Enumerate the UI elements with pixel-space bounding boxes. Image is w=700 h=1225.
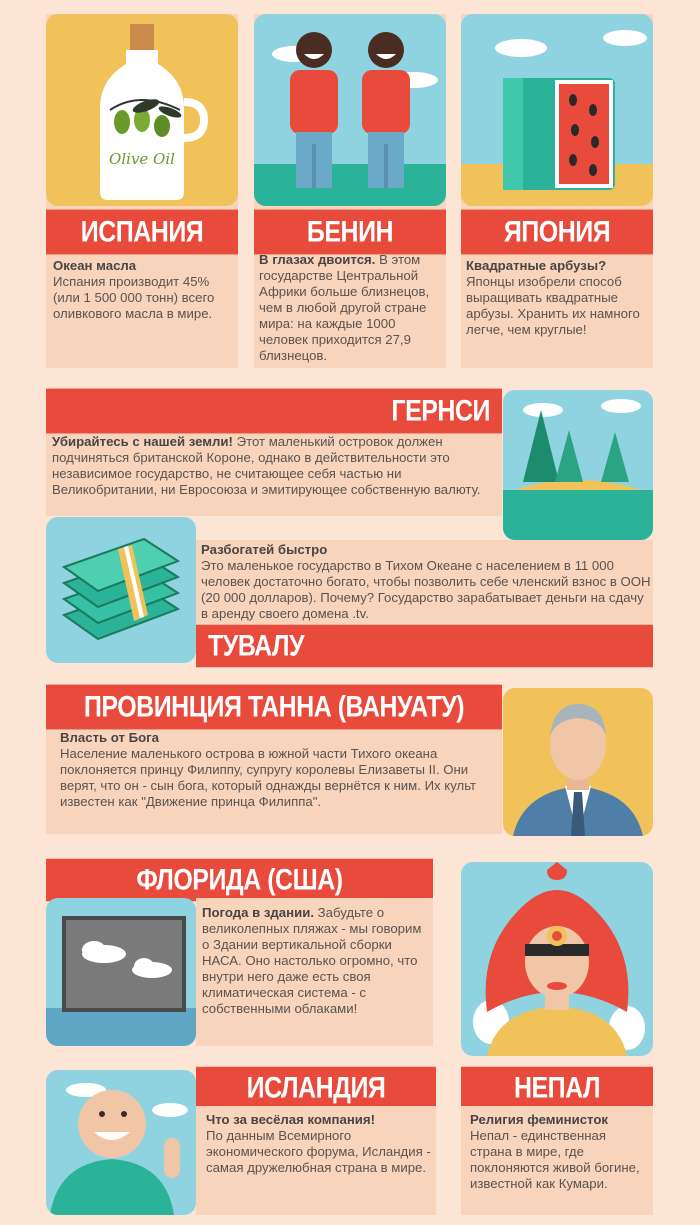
benin-body: В этом государстве Центральной Африки больше близнецов, чем в любой другой стране мира: на каждые 1000 человек приходится 27,9 близнецов. (259, 252, 430, 363)
prince-philip-icon (503, 688, 653, 836)
tanna-title: ПРОВИНЦИЯ ТАННА (ВАНУАТУ) (46, 685, 502, 730)
guernsey-body: Этот маленький островок должен подчиняться британской Короне, однако в действительности это независимое государство, не считающее себя частью ни Великобритании, ни Евросоюза и эмитирующее собственную валюту. (52, 434, 481, 497)
spain-lead: Океан масла (53, 258, 137, 273)
island-trees-icon (503, 390, 653, 540)
spain-body: Испания производит 45% (или 1 500 000 тонн) всего оливкового масла в мире. (53, 274, 215, 321)
tanna-lead: Власть от Бога (60, 730, 160, 745)
japan-title: ЯПОНИЯ (461, 210, 653, 255)
tuvalu-title: ТУВАЛУ (196, 625, 653, 667)
nepal-text (470, 1112, 648, 1192)
tanna-text (60, 730, 500, 810)
money-stack-icon (46, 517, 196, 663)
florida-body: Забудьте о великолепных пляжах - мы говорим о Здании вертикальной сборки НАСА. Оно настолько огромно, что внутри него даже есть своя климатическая система - с собственными облаками! (202, 905, 422, 1016)
kumari-goddess-icon (461, 862, 653, 1056)
olive-oil-bottle-icon (46, 14, 238, 206)
guernsey-text (52, 434, 498, 498)
iceland-title: ИСЛАНДИЯ (196, 1067, 436, 1109)
benin-title: БЕНИН (254, 210, 446, 255)
spain-text (53, 258, 233, 322)
japan-text (466, 258, 650, 338)
guernsey-lead: Убирайтесь с нашей земли! (52, 434, 233, 449)
square-watermelon-icon (461, 14, 653, 206)
smiling-man-icon (46, 1070, 196, 1215)
tanna-body: Население маленького острова в южной части Тихого океана поклоняется принцу Филиппу, супругу королевы Елизаветы II. Они верят, что он - сын бога, который однажды вернётся к ним. Их культ известен как "Движение принца Филиппа". (60, 746, 477, 809)
florida-lead: Погода в здании. (202, 905, 314, 920)
benin-text (259, 252, 443, 364)
florida-text (202, 905, 430, 1017)
iceland-lead: Что за весёлая компания! (206, 1112, 376, 1127)
twins-icon (254, 14, 446, 206)
benin-lead: В глазах двоится. (259, 252, 376, 267)
iceland-body: По данным Всемирного экономического форума, Исландия - самая дружелюбная страна в мире. (206, 1128, 431, 1175)
nepal-lead: Религия феминисток (470, 1112, 608, 1127)
iceland-text (206, 1112, 432, 1176)
florida-title: ФЛОРИДА (США) (46, 859, 433, 901)
nepal-title: НЕПАЛ (461, 1067, 653, 1109)
japan-lead: Квадратные арбузы? (466, 258, 607, 273)
nepal-body: Непал - единственная страна в мире, где поклоняются живой богине, известной как Кумари. (470, 1128, 640, 1191)
tuvalu-text (201, 542, 651, 622)
tuvalu-body: Это маленькое государство в Тихом Океане с населением в 11 000 человек достаточно богато, чтобы позволить себе членский взнос в ООН (20 000 долларов). Почему? Государство зарабатывает деньги на сдачу в аренду своего домена .tv. (201, 558, 651, 621)
guernsey-title: ГЕРНСИ (46, 389, 502, 434)
bottle-label: Olive Oil (109, 150, 175, 168)
hangar-clouds-icon (46, 898, 196, 1046)
japan-body: Японцы изобрели способ выращивать квадратные арбузы. Хранить их намного легче, чем круглые! (466, 274, 640, 337)
tuvalu-lead: Разбогатей быстро (201, 542, 328, 557)
spain-title: ИСПАНИЯ (46, 210, 238, 255)
